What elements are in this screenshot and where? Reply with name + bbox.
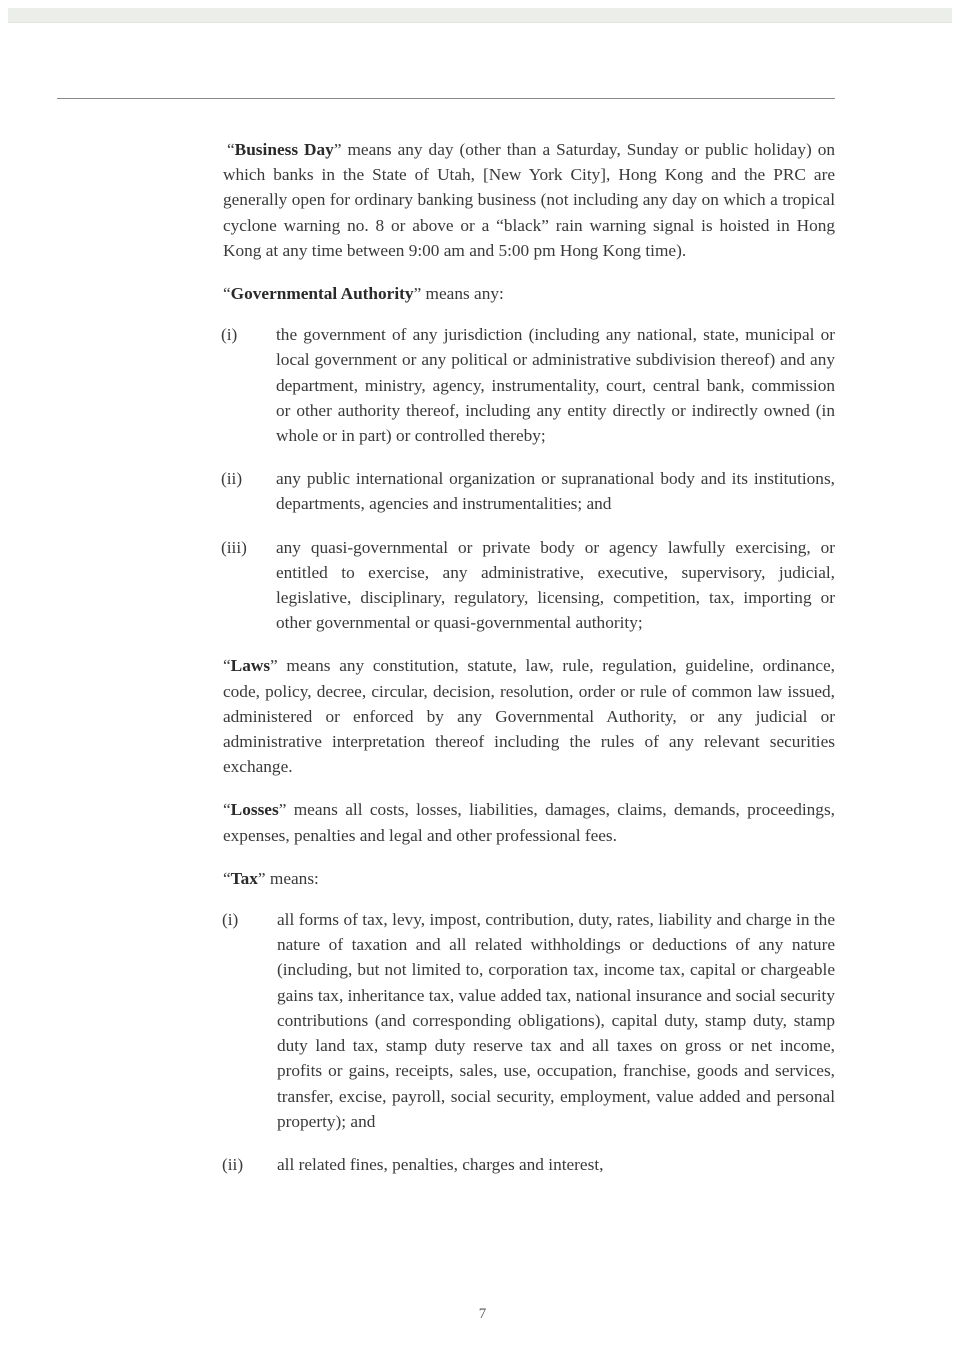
header-rule bbox=[57, 98, 835, 99]
item-text: any quasi-governmental or private body or agency lawfully exercising, or entitled to exercise, any administrative, executive, supervisory, judicial, legislative, disciplinary, regulatory, licensing, competition, tax, importing or other governmental or quasi-governmental authority; bbox=[276, 537, 835, 633]
quote-open: “ bbox=[223, 656, 231, 676]
item-text: any public international organization or supranational body and its institutions, departments, agencies and instrumentalities; and bbox=[276, 469, 835, 514]
item-text: all forms of tax, levy, impost, contribution, duty, rates, liability and charge in the nature of taxation and all related withholdings or deductions of any nature (including, but not limited to, corporation tax, income tax, capital or chargeable gains tax, inheritance tax, value added tax, national insurance and social security contributions (and corresponding obligations), capital duty, stamp duty, stamp duty land tax, stamp duty reserve tax and all taxes on gross or net income, profits or gains, receipts, sales, use, occupation, franchise, goods and services, transfer, excise, payroll, social security, employment, value added and personal property); and bbox=[277, 910, 835, 1131]
definition-text: means any: bbox=[421, 284, 504, 304]
list-item bbox=[221, 322, 835, 448]
quote-open: “ bbox=[223, 284, 231, 304]
definition-text: means any constitution, statute, law, rule, regulation, guideline, ordinance, code, policy, decree, circular, decision, resolution, order or rule of common law issued, administered or enforced by any Governmental Authority, or any judicial or administrative interpretation thereof including the rules of any relevant securities exchange. bbox=[223, 656, 835, 777]
scan-edge-band bbox=[8, 8, 952, 23]
defined-term: Losses bbox=[230, 800, 279, 820]
list-item bbox=[221, 535, 835, 636]
quote-open: “ bbox=[223, 868, 231, 888]
item-label: (ii) bbox=[221, 469, 243, 489]
definition-tax bbox=[223, 866, 835, 891]
item-label: (ii) bbox=[222, 1154, 244, 1174]
item-text: the government of any jurisdiction (including any national, state, municipal or local government or any political or administrative subdivision thereof) and any department, ministry, agency, instrumentality, court, central bank, commission or other authority thereof, including any entity directly or indirectly owned (in whole or in part) or controlled thereby; bbox=[276, 325, 835, 446]
item-label: (iii) bbox=[221, 537, 247, 557]
list-item bbox=[222, 907, 835, 1134]
quote-close: ” bbox=[257, 868, 266, 888]
list-item bbox=[222, 1152, 835, 1177]
definition-text: means any day (other than a Saturday, Sunday or public holiday) on which banks in the State of Utah, [New York City], Hong Kong and the PRC are generally open for ordinary banking business (not including any day on which a tropical cyclone warning no. 8 or above or a “black” rain warning signal is hoisted in Hong Kong at any time between 9:00 am and 5:00 pm Hong Kong time). bbox=[223, 140, 836, 260]
definition-losses bbox=[223, 797, 835, 847]
quote-close: ” bbox=[413, 284, 422, 304]
definition-text: means: bbox=[265, 868, 319, 888]
item-label: (i) bbox=[222, 910, 239, 930]
definition-governmental-authority bbox=[223, 281, 835, 306]
defined-term: Governmental Authority bbox=[230, 284, 414, 304]
page-content bbox=[223, 137, 835, 1195]
defined-term: Business Day bbox=[234, 140, 334, 159]
quote-close: ” bbox=[270, 656, 278, 676]
defined-term: Laws bbox=[230, 656, 271, 676]
definition-business-day bbox=[223, 137, 835, 263]
quote-close: ” bbox=[278, 800, 287, 820]
page-number: 7 bbox=[478, 1306, 487, 1322]
quote-close: ” bbox=[333, 140, 342, 159]
quote-open: “ bbox=[223, 800, 231, 820]
item-label: (i) bbox=[221, 325, 238, 345]
list-item bbox=[221, 466, 835, 516]
definition-laws bbox=[223, 653, 835, 779]
quote-open: “ bbox=[227, 140, 235, 159]
definition-text: means all costs, losses, liabilities, damages, claims, demands, proceedings, expenses, penalties and legal and other professional fees. bbox=[223, 800, 835, 845]
item-text: all related fines, penalties, charges and interest, bbox=[277, 1154, 604, 1174]
defined-term: Tax bbox=[230, 868, 258, 888]
